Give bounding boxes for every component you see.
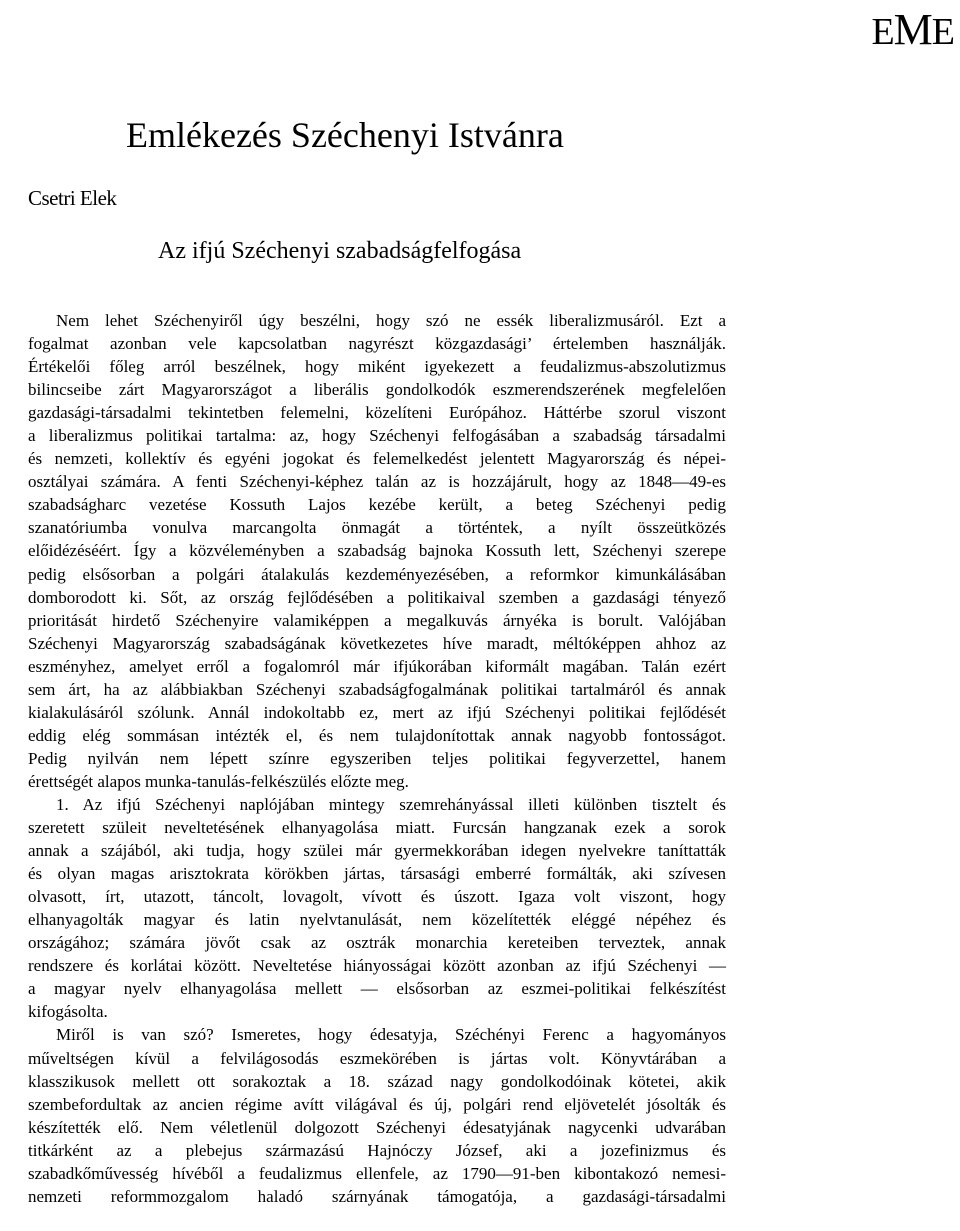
text-line: elhanyagolták magyar és latin nyelvtanulását, nem közelítették eléggé népéhez és [28, 910, 726, 930]
text-line: Miről is van szó? Ismeretes, hogy édesatyja, Széchényi Ferenc a hagyományos [56, 1025, 726, 1045]
text-line: szabadságharc vezetése Kossuth Lajos kezébe került, a beteg Széchenyi pedig [28, 495, 726, 515]
text-line: és olyan magas arisztokrata körökben jártas, társasági emberré formálták, aki szívesen [28, 864, 726, 884]
text-line: előidézéséért. Így a közvéleményben a szabadság bajnoka Kossuth lett, Széchenyi szerepe [28, 541, 726, 561]
logo-letter-m: M [893, 5, 932, 54]
text-line: rendszere és korlátai között. Neveltetése hiányosságai között azonban az ifjú Széchenyi — [28, 956, 726, 976]
article-title: Emlékezés Széchenyi Istvánra [126, 115, 564, 155]
text-line: prioritását hirdető Széchenyire valamiképpen a megalkuvás árnyéka is borult. Valójában [28, 610, 726, 630]
logo-letter-e: E [871, 11, 894, 53]
text-line: fogalmat azonban vele kapcsolatban nagyrészt közgazdasági’ értelemben használják. [28, 334, 726, 354]
logo-letter-e-2: E [931, 11, 954, 53]
text-line: nemzeti reformmozgalom haladó szárnyának támogatója, a gazdasági-társadalmi [28, 1186, 726, 1206]
text-line: 1. Az ifjú Széchenyi naplójában mintegy szemrehányással illeti különben tisztelt és [56, 794, 726, 814]
text-line: pedig elsősorban a polgári átalakulás kezdeményezésében, a reformkor kimunkálásában [28, 564, 726, 584]
text-line: érettségét alapos munka-tanulás-felkészülés előzte meg. [28, 771, 409, 791]
text-line: eddig elég sommásan intézték el, és nem tulajdonítottak annak nagyobb fontosságot. [28, 725, 726, 745]
text-line: sem árt, ha az alábbiakban Széchenyi szabadságfogalmának politikai tartalmáról és annak [28, 679, 726, 699]
text-line: titkárként az a plebejus származású Hajnóczy József, aki a jozefinizmus és [28, 1140, 726, 1160]
text-line: a liberalizmus politikai tartalma: az, hogy Széchenyi felfogásában a szabadság társadalmi [28, 426, 726, 446]
text-line: a magyar nyelv elhanyagolása mellett — elsősorban az eszmei-politikai felkészítést [28, 979, 726, 999]
text-line: Értékelői főleg arról beszélnek, hogy miként igyekezett a feudalizmus-abszolutizmus [28, 357, 726, 377]
journal-logo [871, 5, 954, 54]
text-line: olvasott, írt, utazott, táncolt, lovagolt, vívott és úszott. Igaza volt viszont, hogy [28, 887, 726, 907]
author-name: Csetri Elek [28, 186, 117, 210]
text-line: Pedig nyilván nem lépett színre egyszeriben teljes politikai fegyverzettel, hanem [28, 748, 726, 768]
text-line: eszményhez, amelyet erről a fogalomról már ifjúkorában kiformált magában. Talán ezért [28, 656, 726, 676]
text-line: kialakulásáról szólunk. Annál indokoltabb ez, mert az ifjú Széchenyi politikai fejlődését [28, 702, 726, 722]
text-line: Nem lehet Széchenyiről úgy beszélni, hogy szó ne essék liberalizmusáról. Ezt a [56, 311, 726, 330]
text-line: annak a szájából, aki tudja, hogy szülei már gyermekkorában idegen nyelvekre taníttatták [28, 841, 726, 861]
text-line: szeretett szüleit neveltetésének elhanyagolása miatt. Furcsán hangzanak ezek a sorok [28, 818, 726, 838]
text-line: bilincseibe zárt Magyarországot a liberális gondolkodók eszmerendszerének megfelelően [28, 380, 726, 400]
text-line: klasszikusok mellett ott sorakoztak a 18. század nagy gondolkodóinak kötetei, akik [28, 1071, 726, 1091]
text-line: szabadkőművesség hívéből a feudalizmus ellenfele, az 1790—91-ben kibontakozó nemesi- [28, 1163, 726, 1183]
text-line: gazdasági-társadalmi tekintetben felemelni, közelíteni Európához. Háttérbe szorul viszont [28, 403, 726, 423]
text-line: műveltségen kívül a felvilágosodás eszmekörében is jártas volt. Könyvtárában a [28, 1048, 726, 1068]
article-body [28, 309, 726, 1208]
text-line: szanatóriumba vonulva marcangolta önmagát a történtek, a nyílt összeütközés [28, 518, 726, 538]
text-line: osztályai számára. A fenti Széchenyi-képhez talán az is hozzájárult, hogy az 1848—49-es [28, 472, 726, 492]
text-line: készítették elő. Nem véletlenül dolgozott Széchenyi édesatyjának nagycenki udvarában [28, 1117, 726, 1137]
text-line: domborodott ki. Sőt, az ország fejlődésében a politikaival szemben a gazdasági tényező [28, 587, 726, 607]
text-line: kifogásolta. [28, 1002, 108, 1022]
text-line: és nemzeti, kollektív és egyéni jogokat és felemelkedést jelentett Magyarország és népei- [28, 449, 726, 469]
text-line: szembefordultak az ancien régime avítt világával és új, polgári rend eljövetelét jósolták és [28, 1094, 726, 1114]
text-line: Széchenyi Magyarország szabadságának következetes híve maradt, méltóképpen ahhoz az [28, 633, 726, 653]
article-subtitle: Az ifjú Széchenyi szabadságfelfogása [158, 238, 522, 264]
text-line: országához; számára jövőt csak az osztrák monarchia kereteiben terveztek, annak [28, 933, 726, 953]
